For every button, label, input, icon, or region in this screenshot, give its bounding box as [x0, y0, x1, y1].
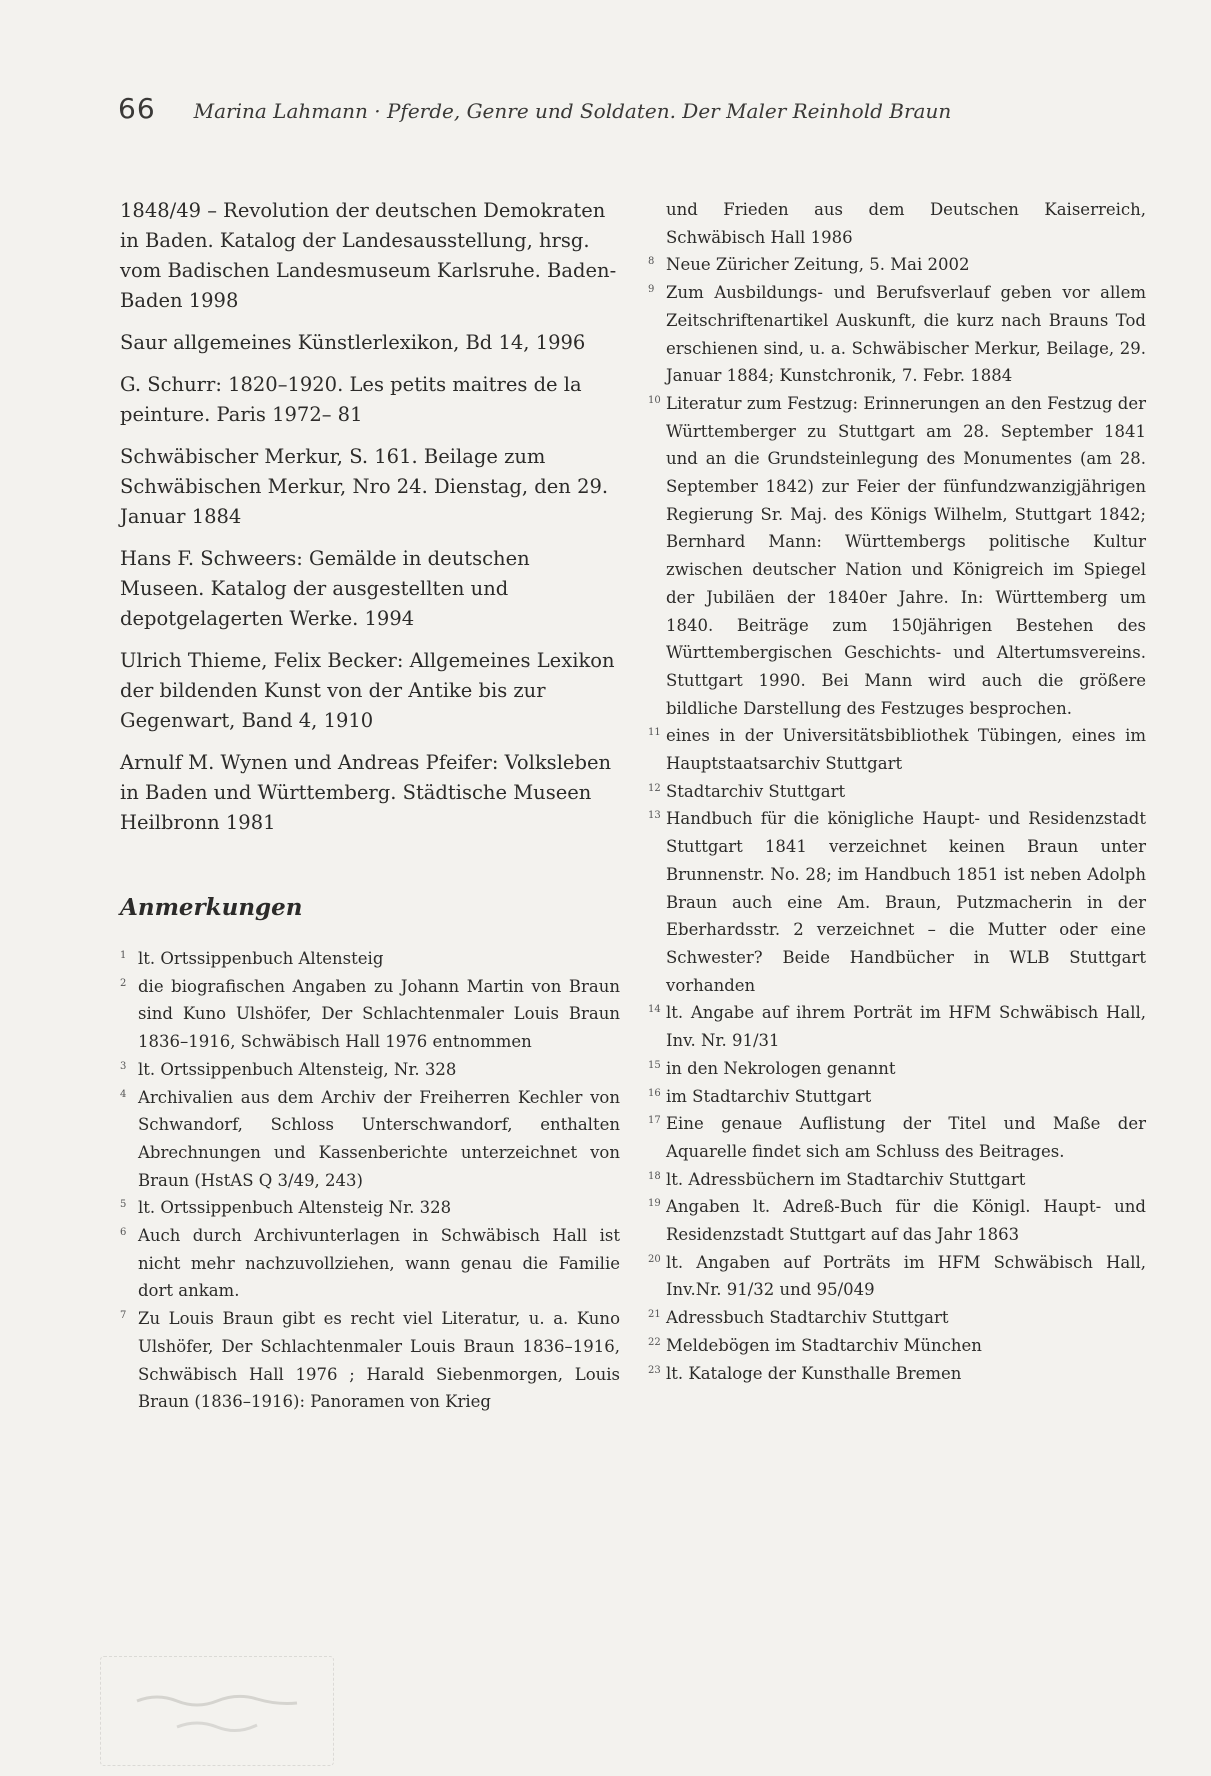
footnote-text: lt. Kataloge der Kunsthalle Bremen	[666, 1363, 962, 1383]
footnote	[120, 1084, 620, 1195]
footnote-number: 5	[120, 1199, 127, 1211]
footnote-text: Angaben lt. Adreß-Buch für die Königl. Haupt- und Residenzstadt Stuttgart auf das Jahr 1863	[666, 1197, 1146, 1245]
footnote-number: 12	[648, 782, 661, 794]
footnote-text: lt. Angabe auf ihrem Porträt im HFM Schwäbisch Hall, Inv. Nr. 91/31	[666, 1003, 1146, 1051]
footnote	[120, 1305, 620, 1416]
footnote	[648, 999, 1146, 1054]
footnote-number: 15	[648, 1059, 661, 1071]
footnote-text: und Frieden aus dem Deutschen Kaiserreich, Schwäbisch Hall 1986	[666, 200, 1146, 247]
footnote-text: Zu Louis Braun gibt es recht viel Literatur, u. a. Kuno Ulshöfer, Der Schlachtenmaler Louis Braun 1836–1916, Schwäbisch Hall 1976 ; Harald Siebenmorgen, Louis Braun (1836–1916): Panoramen von Krieg	[138, 1309, 620, 1412]
footnote-number: 14	[648, 1004, 661, 1016]
footnote-number: 23	[648, 1364, 661, 1376]
stamp-mark-icon	[117, 1671, 317, 1751]
footnote	[648, 1166, 1146, 1194]
page-number: 66	[118, 92, 156, 125]
bibliography-entry: Schwäbischer Merkur, S. 161. Beilage zum Schwäbischen Merkur, Nro 24. Dienstag, den 29. Januar 1884	[120, 445, 609, 528]
footnote	[120, 945, 620, 973]
footnote-number: 6	[120, 1227, 127, 1239]
bibliography-entry: Arnulf M. Wynen und Andreas Pfeifer: Volksleben in Baden und Württemberg. Städtische Museen Heilbronn 1981	[120, 751, 612, 834]
footnote	[120, 1222, 620, 1305]
notes-right-list	[648, 196, 1146, 1387]
footnote-text: lt. Angaben auf Porträts im HFM Schwäbisch Hall, Inv.Nr. 91/32 und 95/049	[666, 1252, 1146, 1300]
footnote-text: Zum Ausbildungs- und Berufsverlauf geben vor allem Zeitschriftenartikel Auskunft, die kurz nach Brauns Tod erschienen sind, u. a. Schwäbischer Merkur, Beilage, 29. Januar 1884; Kunstchronik, 7. Febr. 1884	[666, 283, 1146, 386]
footnote-text: lt. Ortssippenbuch Altensteig Nr. 328	[138, 1198, 452, 1218]
notes-left-list	[120, 945, 620, 1416]
footnote	[648, 1360, 1146, 1388]
footnote	[648, 1110, 1146, 1165]
footnote-text: lt. Ortssippenbuch Altensteig, Nr. 328	[138, 1059, 457, 1079]
footnote-text: die biografischen Angaben zu Johann Martin von Braun sind Kuno Ulshöfer, Der Schlachtenmaler Louis Braun 1836–1916, Schwäbisch Hall 1976 entnommen	[138, 976, 620, 1052]
footnote-number: 16	[648, 1087, 661, 1099]
footnote	[648, 279, 1146, 390]
footnote-number: 21	[648, 1309, 661, 1321]
bibliography-entry: Hans F. Schweers: Gemälde in deutschen Museen. Katalog der ausgestellten und depotgelagerten Werke. 1994	[120, 547, 530, 630]
footnote-text: lt. Adressbüchern im Stadtarchiv Stuttgart	[666, 1169, 1026, 1189]
footnote-text: Eine genaue Auflistung der Titel und Maße der Aquarelle findet sich am Schluss des Beitrages.	[666, 1114, 1146, 1161]
footnote	[648, 778, 1146, 806]
footnote-text: Meldebögen im Stadtarchiv München	[666, 1335, 982, 1355]
footnote-number: 11	[648, 727, 661, 739]
footnote-number: 22	[648, 1336, 661, 1348]
footnote-number: 17	[648, 1115, 661, 1127]
notes-heading: Anmerkungen	[120, 894, 303, 921]
bibliography-entry: Ulrich Thieme, Felix Becker: Allgemeines Lexikon der bildenden Kunst von der Antike bis zur Gegenwart, Band 4, 1910	[120, 649, 615, 732]
footnote-number: 19	[648, 1198, 661, 1210]
bibliography-entry: Saur allgemeines Künstlerlexikon, Bd 14, 1996	[120, 331, 586, 354]
footnote	[648, 1332, 1146, 1360]
footnote-text: Auch durch Archivunterlagen in Schwäbisch Hall ist nicht mehr nachzuvollziehen, wann genau die Familie dort ankam.	[138, 1226, 620, 1301]
bibliography	[120, 196, 620, 838]
footnote-number: 7	[120, 1310, 127, 1322]
footnote-text: Handbuch für die königliche Haupt- und Residenzstadt Stuttgart 1841 verzeichnet keinen Braun unter Brunnenstr. No. 28; im Handbuch 1851 ist neben Adolph Braun auch eine Am. Braun, Putzmacherin in der Eberhardsstr. 2 verzeichnet – die Mutter oder eine Schwester? Beide Handbücher in WLB Stuttgart vorhanden	[666, 809, 1146, 995]
footnote	[648, 1193, 1146, 1248]
footnote	[120, 1194, 620, 1222]
footnote-number: 1	[120, 950, 127, 961]
footnote	[648, 390, 1146, 722]
footnote-text: Neue Züricher Zeitung, 5. Mai 2002	[666, 255, 970, 275]
footnote-text: in den Nekrologen genannt	[666, 1058, 896, 1078]
footnote-text: im Stadtarchiv Stuttgart	[666, 1086, 872, 1106]
footnote	[648, 722, 1146, 777]
footnote-number: 4	[120, 1088, 127, 1100]
footnote-text: Adressbuch Stadtarchiv Stuttgart	[666, 1308, 949, 1328]
footnote-text: Stadtarchiv Stuttgart	[666, 781, 846, 801]
footnote	[648, 1055, 1146, 1083]
footnote-text: lt. Ortssippenbuch Altensteig	[138, 949, 384, 968]
footnote	[120, 1056, 620, 1084]
right-column	[648, 196, 1146, 1387]
footnote-number: 9	[648, 284, 655, 296]
footnote	[648, 805, 1146, 999]
bibliography-entry: G. Schurr: 1820–1920. Les petits maitres de la peinture. Paris 1972– 81	[120, 373, 582, 426]
bibliography-entry: 1848/49 – Revolution der deutschen Demokraten in Baden. Katalog der Landesausstellung, hrsg. vom Badischen Landesmuseum Karlsruhe. Baden-Baden 1998	[120, 199, 617, 312]
footnote-continuation	[648, 196, 1146, 251]
left-column	[120, 196, 620, 1416]
footnote-number: 10	[648, 394, 661, 406]
footnote-number: 20	[648, 1253, 661, 1265]
library-stamp	[100, 1656, 334, 1766]
page-header	[118, 92, 1118, 125]
footnote-text: eines in der Universitätsbibliothek Tübingen, eines im Hauptstaatsarchiv Stuttgart	[666, 726, 1146, 774]
footnote-number: 8	[648, 256, 655, 268]
footnote	[648, 1249, 1146, 1304]
footnote	[648, 1083, 1146, 1111]
footnote-number: 2	[120, 977, 127, 989]
footnote	[648, 1304, 1146, 1332]
footnote	[648, 251, 1146, 279]
footnote	[120, 973, 620, 1056]
footnote-number: 13	[648, 810, 661, 822]
footnote-text: Literatur zum Festzug: Erinnerungen an den Festzug der Württemberger zu Stuttgart am 28. September 1841 und an die Grundsteinlegung des Monumentes (am 28. September 1842) zur Feier der fünfundzwanzigjährigen Regierung Sr. Maj. des Königs Wilhelm, Stuttgart 1842; Bernhard Mann: Württembergs politische Kultur zwischen deutscher Nation und Königreich im Spiegel der Jubiläen der 1840er Jahre. In: Württemberg um 1840. Beiträge zum 150jährigen Bestehen des Württembergischen Geschichts- und Altertumsvereins. Stuttgart 1990. Bei Mann wird auch die größere bildliche Darstellung des Festzuges besprochen.	[666, 393, 1146, 718]
running-head: Marina Lahmann · Pferde, Genre und Soldaten. Der Maler Reinhold Braun	[193, 99, 952, 123]
footnote-number: 3	[120, 1060, 127, 1072]
footnote-number: 18	[648, 1170, 661, 1182]
footnote-text: Archivalien aus dem Archiv der Freiherren Kechler von Schwandorf, Schloss Unterschwandorf, enthalten Abrechnungen und Kassenberichte unterzeichnet von Braun (HstAS Q 3/49, 243)	[138, 1087, 620, 1190]
